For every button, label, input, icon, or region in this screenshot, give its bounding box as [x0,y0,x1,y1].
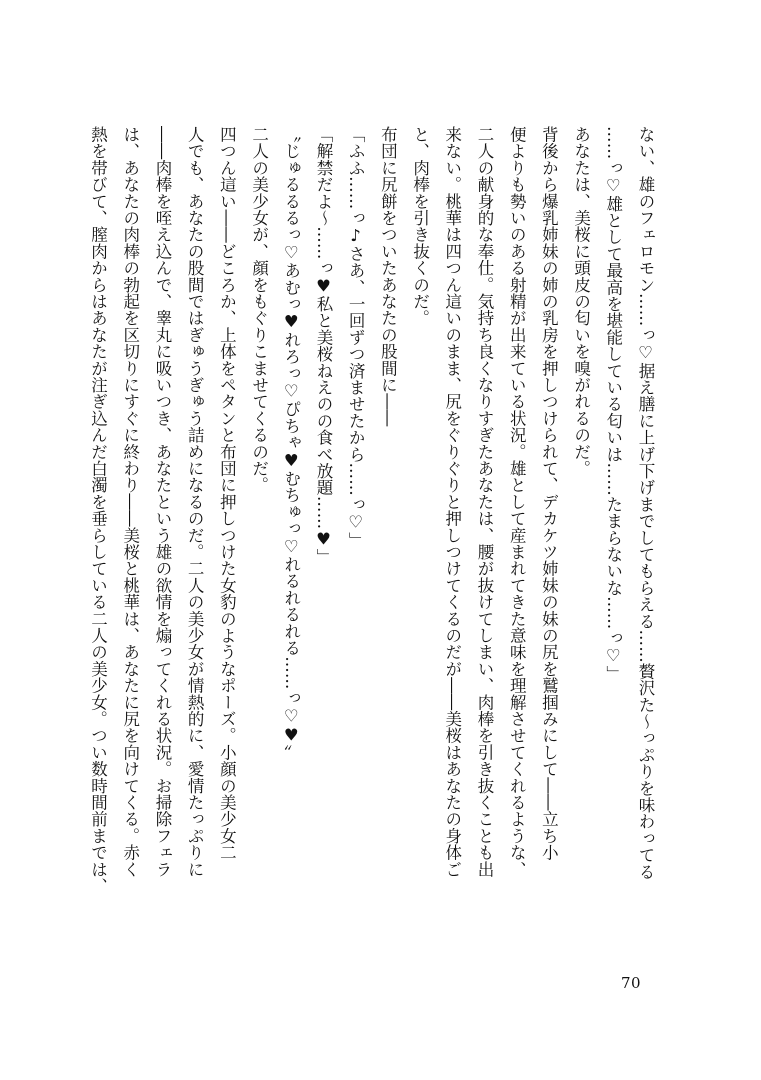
text-line: 「解禁だよ〜……っ♥私と美桜ねえのの食べ放題……♥」 [313,126,333,566]
text-line: と、肉棒を引き抜くのだ。 [410,126,430,327]
text-line: 来ない。桃華は四つん這いのまま、尻をぐりぐりと押しつけてくるのだが――美桜はあなたの身体ご [442,126,462,878]
text-line: 〝じゅるるるっ♡あむっ♥れろっ♡ぴちゃ♥むちゅっ♡れるれるれる……っ♡♥〟 [281,126,301,762]
text-line: ――肉棒を咥え込んで、睾丸に吸いつき、あなたという雄の欲情を煽ってくれる状況。お掃除フェラ [152,126,172,878]
text-line: 「ふふ……っ♪さあ、一回ずつ済ませたから……っ♡」 [346,126,366,549]
page-number: 70 [621,974,642,992]
text-line: ない、雄のフェロモン……っ♡据え膳に上げ下げまでしてもらえる……贅沢た〜っぷりを味わってる [636,126,655,880]
text-line: 二人の美少女が、顔をもぐりこませてくるのだ。 [249,126,269,494]
vertical-text-body [88,126,661,982]
text-line: 熱を帯びて、膣肉からはあなたが注ぎ込んだ白濁を垂らしている二人の美少女。つい数時間前までは、 [88,126,108,895]
text-line: 人でも、あなたの股間ではぎゅうぎゅう詰めになるのだ。二人の美少女が情熱的に、愛情たっぷりに [185,126,205,878]
text-line: 四つん這い――どころか、上体をペタンと布団に押しつけた女豹のようなポーズ。小顔の美少女二 [217,126,237,861]
text-line: ……っ♡雄として最高を堪能している匂いは……たまらないな……っ♡」 [603,126,623,683]
text-line: 背後から爆乳姉妹の姉の乳房を押しつけられて、デカケツ姉妹の妹の尻を鷲掴みにして――立ち小 [539,126,559,861]
text-line: 布団に尻餅をついたあなたの股間に―― [378,126,398,427]
text-line: 便よりも勢いのある射精が出来ている状況。雄として産まれてきた意味を理解させてくれるような、 [507,126,527,878]
text-line: 二人の献身的な奉仕。気持ち良くなりすぎたあなたは、腰が抜けてしまい、肉棒を引き抜くことも出 [474,126,494,878]
text-line: あなたは、美桜に頭皮の匂いを嗅がれるのだ。 [571,126,591,477]
text-line: は、あなたの肉棒の勃起を区切りにすぐに終わり――美桜と桃華は、あなたに尻を向けてくる。赤く [120,126,140,878]
